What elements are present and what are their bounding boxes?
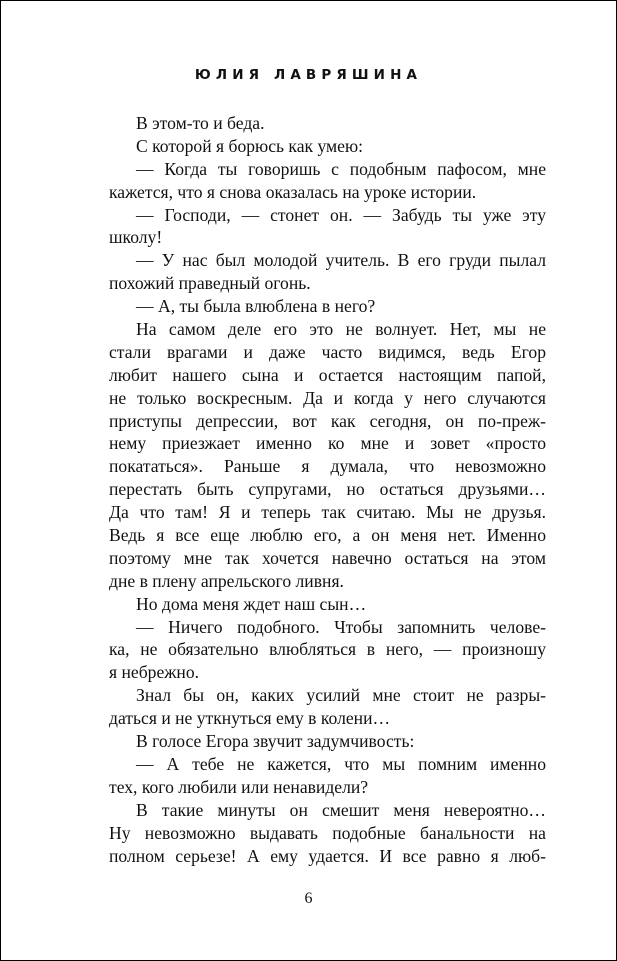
text-line: Ну невозможно выдавать подобные банальности на bbox=[109, 822, 546, 843]
text-line: В голосе Егора звучит задумчивость: bbox=[136, 731, 415, 752]
text-line: кажется, что я снова оказалась на уроке истории. bbox=[109, 181, 477, 202]
text-line: — А, ты была влюблена в него? bbox=[136, 296, 376, 317]
text-line: тех, кого любили или ненавидели? bbox=[109, 776, 369, 797]
text-line: В этом-то и беда. bbox=[136, 113, 265, 133]
text-line: любит нашего сына и остается настоящим папой, bbox=[109, 364, 546, 385]
text-line: Да что там! Я и теперь так считаю. Мы не друзья. bbox=[109, 502, 546, 523]
text-line: стали врагами и даже часто видимся, ведь Егор bbox=[109, 341, 546, 362]
body-text bbox=[109, 112, 546, 867]
text-line: На самом деле его это не волнует. Нет, мы не bbox=[136, 319, 546, 340]
text-line: перестать быть супругами, но остаться друзьями… bbox=[109, 479, 546, 500]
text-line: не только воскресным. Да и когда у него случаются bbox=[109, 387, 546, 408]
text-line: приступы депрессии, вот как сегодня, он по-преж- bbox=[109, 410, 546, 431]
text-line: — А тебе не кажется, что мы помним именно bbox=[136, 753, 546, 774]
text-line: С которой я борюсь как умею: bbox=[136, 135, 363, 156]
text-line: ка, не обязательно влюбляться в него, — произношу bbox=[109, 639, 546, 660]
text-line: школу! bbox=[109, 227, 163, 248]
text-line: я небрежно. bbox=[109, 662, 200, 683]
text-line: Ведь я все еще люблю его, а он меня нет. Именно bbox=[109, 525, 546, 546]
text-line: покататься». Раньше я думала, что невозможно bbox=[109, 456, 546, 477]
running-header-author: ЮЛИЯ ЛАВРЯШИНА bbox=[194, 67, 423, 83]
text-line: — У нас был молодой учитель. В его груди пылал bbox=[136, 250, 546, 271]
text-line: дне в плену апрельского ливня. bbox=[109, 570, 344, 591]
text-line: В такие минуты он смешит меня невероятно… bbox=[136, 799, 546, 820]
text-line: поэтому мне так хочется навечно остаться на этом bbox=[109, 547, 546, 568]
text-line: — Ничего подобного. Чтобы запомнить челове- bbox=[136, 616, 546, 637]
text-line: Знал бы он, каких усилий мне стоит не разры- bbox=[136, 685, 546, 706]
text-line: даться и не уткнуться ему в колени… bbox=[109, 708, 391, 729]
text-line: — Господи, — стонет он. — Забудь ты уже эту bbox=[136, 204, 546, 225]
text-line: нему приезжает именно ко мне и зовет «просто bbox=[109, 433, 546, 454]
text-line: Но дома меня ждет наш сын… bbox=[136, 593, 367, 614]
page-number: 6 bbox=[304, 890, 313, 907]
text-line: полном серьезе! А ему удается. И все равно я люб- bbox=[109, 845, 546, 866]
text-line: — Когда ты говоришь с подобным пафосом, мне bbox=[136, 158, 546, 179]
text-line: похожий праведный огонь. bbox=[109, 273, 311, 294]
